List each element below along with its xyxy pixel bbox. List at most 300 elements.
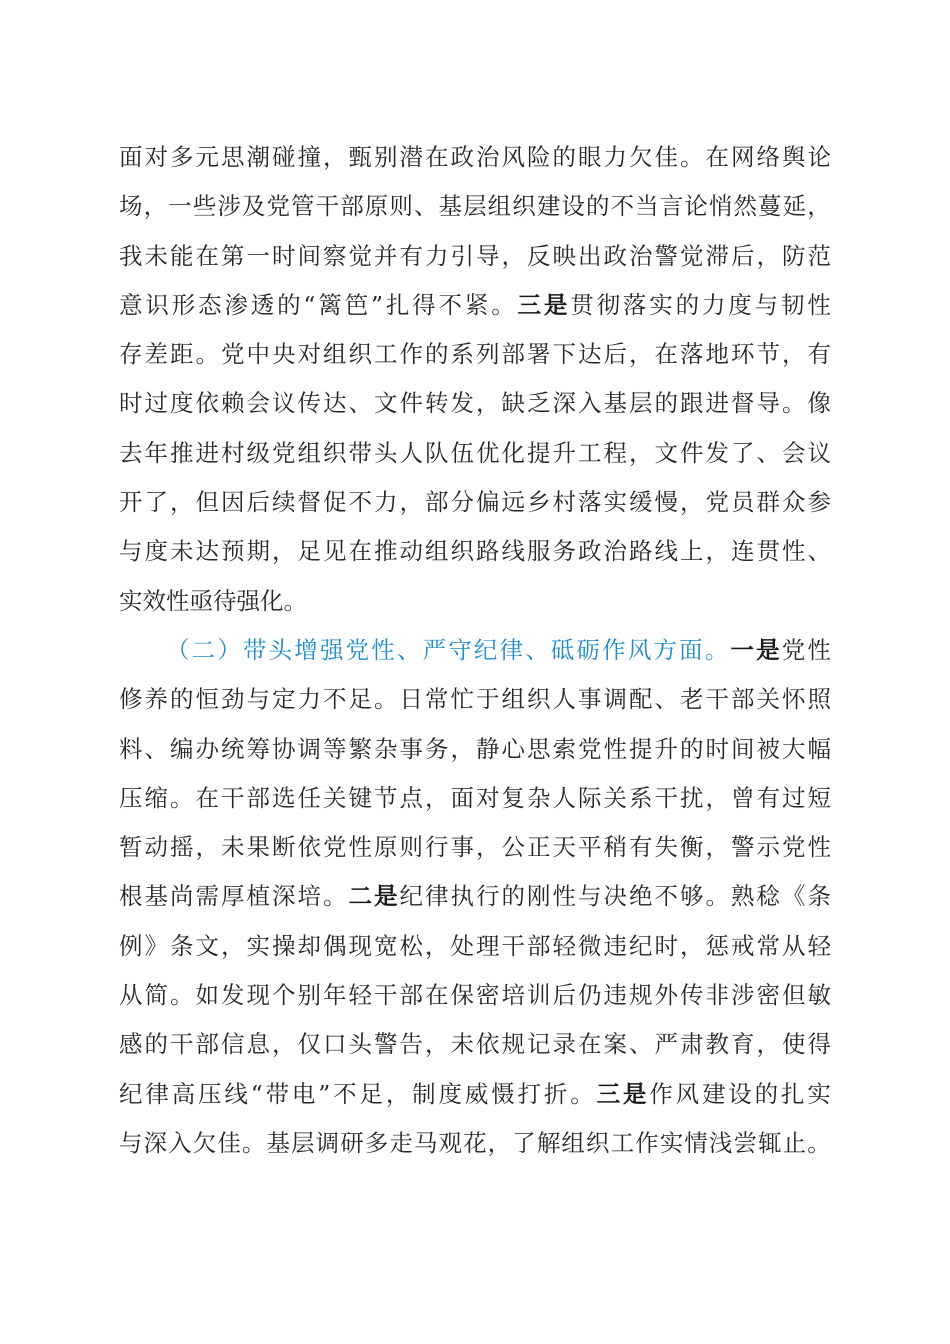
text-char: ， xyxy=(782,340,806,369)
text-char: 后 xyxy=(552,981,576,1010)
text-char: 头 xyxy=(348,1030,372,1059)
text-char: 系 xyxy=(629,783,653,812)
text-line xyxy=(119,379,831,428)
text-char: 干 xyxy=(221,783,245,812)
text-char: 熟 xyxy=(731,882,755,911)
text-char: 衡 xyxy=(680,833,704,862)
text-char: 。 xyxy=(170,783,194,812)
text-char: 平 xyxy=(578,833,602,862)
text-char: 后 xyxy=(246,488,270,517)
text-char: 纪 xyxy=(629,931,653,960)
text-char: 违 xyxy=(603,931,627,960)
text-char: 觉 xyxy=(680,241,704,270)
text-char: 、 xyxy=(348,389,372,418)
text-char: 期 xyxy=(246,537,270,566)
text-char: 化 xyxy=(260,586,284,615)
text-char: 、 xyxy=(756,438,780,467)
text-char: 在 xyxy=(348,537,372,566)
text-char: 能 xyxy=(170,241,194,270)
heading-char: 性 xyxy=(371,635,395,664)
text-char: 贯 xyxy=(756,537,780,566)
text-char: 像 xyxy=(807,389,831,418)
text-char: 性 xyxy=(807,290,831,319)
text-char: 。 xyxy=(705,882,729,911)
text-char: 赖 xyxy=(221,389,245,418)
text-char: 部 xyxy=(246,783,270,812)
text-line xyxy=(119,232,831,281)
text-char: 涉 xyxy=(731,981,755,1010)
text-char: 管 xyxy=(291,192,315,221)
text-char: 在 xyxy=(195,783,219,812)
text-char: 、 xyxy=(144,734,168,763)
heading-char: 二 xyxy=(191,635,216,664)
text-char: 上 xyxy=(680,537,704,566)
text-char: 年 xyxy=(144,438,168,467)
text-char: 性 xyxy=(807,635,831,664)
section-heading-line xyxy=(119,626,831,675)
text-char: 时 xyxy=(272,241,296,270)
text-char: 议 xyxy=(272,389,296,418)
text-char: 威 xyxy=(464,1079,489,1108)
text-char: 组 xyxy=(425,537,449,566)
text-char: 告 xyxy=(399,1030,423,1059)
text-char: 治 xyxy=(603,537,627,566)
text-char: 的 xyxy=(425,340,449,369)
text-char: 与 xyxy=(578,882,602,911)
text-char: 线 xyxy=(654,537,678,566)
text-char: ， xyxy=(425,1030,449,1059)
text-char: 建 xyxy=(536,192,561,221)
text-char: 去 xyxy=(119,438,143,467)
text-line xyxy=(119,1070,831,1119)
text-char: 开 xyxy=(119,488,143,517)
text-char: ， xyxy=(756,241,780,270)
text-char: 需 xyxy=(195,882,219,911)
text-char: 养 xyxy=(144,685,168,714)
text-char: 保 xyxy=(450,981,474,1010)
text-char: 老 xyxy=(680,685,704,714)
text-char: 记 xyxy=(527,1030,551,1059)
text-char: 论 xyxy=(684,192,708,221)
text-char: 程 xyxy=(603,438,627,467)
text-char: 映 xyxy=(552,241,576,270)
text-char: 文 xyxy=(654,438,678,467)
text-char: 足 xyxy=(348,685,372,714)
text-char: 乡 xyxy=(527,488,551,517)
text-char: 条 xyxy=(170,931,194,960)
text-char: 场 xyxy=(119,192,143,221)
text-char: 高 xyxy=(171,1079,196,1108)
text-char: 织 xyxy=(450,537,474,566)
text-char: 跟 xyxy=(680,389,704,418)
text-char: 足 xyxy=(359,1079,383,1108)
text-char: 尚 xyxy=(170,882,194,911)
text-char: 党 xyxy=(782,833,806,862)
text-char: 落 xyxy=(622,290,647,319)
text-char: 扎 xyxy=(780,1079,805,1108)
text-char: 实 xyxy=(649,290,673,319)
text-char: 纪 xyxy=(119,1079,143,1108)
text-char: 有 xyxy=(399,241,423,270)
text-char: 依 xyxy=(297,833,321,862)
text-char: 索 xyxy=(552,734,576,763)
heading-char: ） xyxy=(217,635,241,664)
text-char: 彻 xyxy=(596,290,621,319)
text-char: 眼 xyxy=(578,143,602,171)
text-char: 部 xyxy=(501,340,525,369)
text-char: 人 xyxy=(552,685,576,714)
text-char: 升 xyxy=(654,734,678,763)
text-char: 被 xyxy=(756,734,780,763)
text-char: 修 xyxy=(119,685,143,714)
text-char: 办 xyxy=(195,734,219,763)
text-char: 在 xyxy=(195,241,219,270)
text-char: 摇 xyxy=(170,833,194,862)
text-char: 我 xyxy=(119,241,143,270)
text-char: 选 xyxy=(272,783,296,812)
text-char: 在 xyxy=(425,143,449,171)
text-char: 态 xyxy=(198,290,222,319)
text-char: 、 xyxy=(654,685,678,714)
text-char: 。 xyxy=(241,1128,266,1157)
text-char: 元 xyxy=(195,143,219,171)
text-char: 。 xyxy=(170,981,194,1010)
text-char: 得 xyxy=(412,290,436,319)
text-char: 层 xyxy=(463,192,487,221)
text-char: 基 xyxy=(266,1128,290,1157)
heading-char: 方 xyxy=(653,635,677,664)
text-char: 提 xyxy=(629,734,653,763)
text-char: 公 xyxy=(501,833,525,862)
text-char: 实 xyxy=(659,1128,684,1157)
text-char: 短 xyxy=(807,783,831,812)
text-char: 折 xyxy=(543,1079,568,1108)
text-char: 。 xyxy=(782,389,806,418)
text-char: 大 xyxy=(782,734,806,763)
text-char: 的 xyxy=(144,1030,168,1059)
text-char: 分 xyxy=(450,488,474,517)
text-char: 村 xyxy=(221,438,245,467)
text-char: 当 xyxy=(635,192,659,221)
text-line xyxy=(119,478,831,527)
text-char: 甄 xyxy=(348,143,372,171)
text-char: 件 xyxy=(399,389,423,418)
text-char: 党 xyxy=(272,438,296,467)
text-char: 的 xyxy=(675,290,700,319)
text-char: 队 xyxy=(425,438,449,467)
text-char: 未 xyxy=(170,537,194,566)
text-char: 稔 xyxy=(756,882,780,911)
text-char: 时 xyxy=(705,734,729,763)
text-char: 了 xyxy=(731,438,755,467)
text-char: 党 xyxy=(266,192,290,221)
text-char: 组 xyxy=(487,192,512,221)
text-char: 言 xyxy=(659,192,684,221)
text-char: 悄 xyxy=(708,192,733,221)
text-char: 深 xyxy=(143,1128,168,1157)
text-char: ， xyxy=(756,1030,780,1059)
text-char: 有 xyxy=(756,783,780,812)
text-char: ， xyxy=(476,389,500,418)
text-char: 涉 xyxy=(217,192,241,221)
text-char: 员 xyxy=(731,488,755,517)
text-char: 配 xyxy=(629,685,653,714)
text-char: 尝 xyxy=(733,1128,757,1157)
text-char: ， xyxy=(399,488,423,517)
text-char: 力 xyxy=(701,290,726,319)
text-char: 带 xyxy=(265,1079,290,1108)
text-char: 度 xyxy=(728,290,752,319)
text-char: 督 xyxy=(297,488,321,517)
heading-char: 党 xyxy=(345,635,370,664)
text-char: 度 xyxy=(438,1079,462,1108)
text-char: 料 xyxy=(119,734,143,763)
text-char: 花 xyxy=(463,1128,487,1157)
text-char: 性 xyxy=(552,882,576,911)
text-char: 层 xyxy=(629,389,653,418)
text-char: 后 xyxy=(731,241,755,270)
heading-char: 风 xyxy=(627,635,652,664)
text-char: 不 xyxy=(610,192,635,221)
text-char: 从 xyxy=(119,981,143,1010)
text-char: 依 xyxy=(476,1030,500,1059)
text-char: 亟 xyxy=(189,586,213,615)
text-char: 思 xyxy=(221,143,245,171)
text-char: 续 xyxy=(272,488,296,517)
text-char: 篱 xyxy=(318,290,342,319)
heading-char: 。 xyxy=(704,635,729,664)
text-char: 参 xyxy=(807,488,831,517)
text-char: 厚 xyxy=(221,882,245,911)
text-char: 间 xyxy=(297,241,321,270)
text-char: 与 xyxy=(119,1128,143,1157)
text-line xyxy=(119,872,831,921)
text-char: 政 xyxy=(450,143,474,171)
text-char: 传 xyxy=(680,981,704,1010)
text-char: 执 xyxy=(450,882,474,911)
text-char: 、 xyxy=(413,192,438,221)
text-char: 线 xyxy=(501,537,525,566)
text-char: 蔓 xyxy=(758,192,782,221)
heading-char: 强 xyxy=(319,635,344,664)
text-char: 关 xyxy=(756,685,780,714)
text-char: 等 xyxy=(323,734,347,763)
text-char: 入 xyxy=(578,389,602,418)
text-char: 转 xyxy=(425,389,449,418)
emphasis-char: 是 xyxy=(622,1079,647,1108)
text-char: 撞 xyxy=(297,143,321,171)
text-char: 化 xyxy=(501,438,525,467)
text-char: 意 xyxy=(119,290,143,319)
text-char: 碰 xyxy=(272,143,296,171)
text-char: 扎 xyxy=(385,290,410,319)
text-line xyxy=(119,182,831,231)
emphasis-char: 一 xyxy=(730,635,754,664)
text-char: 从 xyxy=(782,931,806,960)
text-char: 不 xyxy=(348,488,372,517)
heading-char: 严 xyxy=(422,635,447,664)
heading-char: 带 xyxy=(242,635,267,664)
text-char: 天 xyxy=(552,833,576,862)
text-char: ， xyxy=(272,537,296,566)
text-line xyxy=(119,429,831,478)
text-char: 乏 xyxy=(527,389,551,418)
text-char: 党 xyxy=(705,488,729,517)
text-char: 政 xyxy=(578,537,602,566)
text-line xyxy=(119,774,831,823)
text-char: 干 xyxy=(501,931,525,960)
text-char: 。 xyxy=(374,685,398,714)
text-char: 基 xyxy=(603,389,627,418)
text-char: 因 xyxy=(221,488,245,517)
text-char: 密 xyxy=(476,981,500,1010)
text-char: 违 xyxy=(603,981,627,1010)
text-char: 杂 xyxy=(374,734,398,763)
text-char: 慢 xyxy=(654,488,678,517)
text-char: 肃 xyxy=(680,1030,704,1059)
text-char: “ xyxy=(303,290,316,319)
text-char: 察 xyxy=(323,241,347,270)
text-char: 欠 xyxy=(629,143,653,171)
text-char: 件 xyxy=(680,438,704,467)
text-char: 深 xyxy=(552,389,576,418)
text-char: 事 xyxy=(450,833,474,862)
text-char: 现 xyxy=(348,931,372,960)
emphasis-char: 三 xyxy=(596,1079,621,1108)
text-char: 有 xyxy=(807,340,831,369)
text-char: ， xyxy=(450,734,474,763)
text-char: 多 xyxy=(364,1128,389,1157)
text-char: 后 xyxy=(603,340,627,369)
text-char: 系 xyxy=(450,340,474,369)
text-char: 工 xyxy=(610,1128,635,1157)
heading-char: （ xyxy=(166,635,190,664)
text-char: ， xyxy=(221,931,245,960)
text-char: 韧 xyxy=(780,290,805,319)
text-char: 培 xyxy=(501,981,525,1010)
text-char: 简 xyxy=(144,981,168,1010)
text-line xyxy=(119,823,831,872)
text-char: “ xyxy=(250,1079,263,1108)
text-char: 群 xyxy=(756,488,780,517)
text-char: 出 xyxy=(578,241,602,270)
text-char: 与 xyxy=(119,537,143,566)
text-char: 组 xyxy=(323,340,347,369)
text-char: 动 xyxy=(399,537,423,566)
text-char: 思 xyxy=(527,734,551,763)
text-char: 力 xyxy=(374,488,398,517)
text-char: 辄 xyxy=(758,1128,782,1157)
text-char: 调 xyxy=(315,1128,340,1157)
text-char: 紧 xyxy=(464,290,489,319)
text-char: 导 xyxy=(756,389,780,418)
text-char: 宽 xyxy=(374,931,398,960)
text-char: 实 xyxy=(246,931,270,960)
text-char: 风 xyxy=(501,143,525,171)
text-char: 稍 xyxy=(603,833,627,862)
text-char: 度 xyxy=(170,389,194,418)
heading-char: 头 xyxy=(268,635,293,664)
text-char: 幅 xyxy=(807,734,831,763)
text-char: 植 xyxy=(246,882,270,911)
text-char: 关 xyxy=(323,783,347,812)
text-char: 延 xyxy=(782,192,807,221)
text-char: 训 xyxy=(527,981,551,1010)
text-char: 研 xyxy=(340,1128,364,1157)
text-char: 止 xyxy=(782,1128,807,1157)
text-char: 织 xyxy=(527,685,551,714)
text-char: 距 xyxy=(170,340,194,369)
text-char: 马 xyxy=(413,1128,438,1157)
text-char: 的 xyxy=(552,143,576,171)
emphasis-char: 二 xyxy=(348,882,372,911)
text-char: 建 xyxy=(701,1079,726,1108)
text-char: 律 xyxy=(425,882,449,911)
text-char: 组 xyxy=(501,685,525,714)
text-char: 连 xyxy=(731,537,755,566)
heading-char: 面 xyxy=(679,635,703,664)
heading-char: 纪 xyxy=(473,635,498,664)
text-char: 识 xyxy=(145,290,169,319)
text-char: 。 xyxy=(491,290,515,319)
text-char: 觉 xyxy=(348,241,372,270)
text-char: 仅 xyxy=(297,1030,321,1059)
text-char: 轻 xyxy=(348,981,372,1010)
text-char: ， xyxy=(629,438,653,467)
text-char: 网 xyxy=(731,143,755,171)
text-char: 会 xyxy=(782,438,806,467)
heading-char: 砺 xyxy=(576,635,600,664)
text-char: 照 xyxy=(807,685,831,714)
text-char: 压 xyxy=(198,1079,222,1108)
text-char: 根 xyxy=(119,882,143,911)
text-char: 性 xyxy=(348,833,372,862)
text-char: 案 xyxy=(603,1030,627,1059)
text-char: 。 xyxy=(323,882,347,911)
body-text xyxy=(119,133,831,1168)
text-char: 部 xyxy=(195,1030,219,1059)
text-char: 不 xyxy=(323,685,347,714)
text-char: 然 xyxy=(733,192,757,221)
text-char: 实 xyxy=(603,488,627,517)
text-char: 发 xyxy=(450,389,474,418)
text-char: 戒 xyxy=(731,931,755,960)
text-char: 别 xyxy=(297,981,321,1010)
heading-char: 、 xyxy=(396,635,421,664)
text-char: 人 xyxy=(552,783,576,812)
text-line xyxy=(119,330,831,379)
text-char: 对 xyxy=(144,143,168,171)
text-char: 规 xyxy=(629,981,653,1010)
text-char: 预 xyxy=(221,537,245,566)
text-char: 打 xyxy=(517,1079,542,1108)
emphasis-char: 是 xyxy=(756,635,780,664)
text-char: 日 xyxy=(399,685,423,714)
text-char: 党 xyxy=(781,635,806,664)
text-char: ， xyxy=(195,833,219,862)
text-char: 原 xyxy=(364,192,389,221)
text-char: 众 xyxy=(782,488,806,517)
text-char: 引 xyxy=(450,241,474,270)
heading-char: 、 xyxy=(525,635,549,664)
text-char: 。 xyxy=(195,340,219,369)
text-char: 扰 xyxy=(680,783,704,812)
text-char: 警 xyxy=(654,241,678,270)
text-char: 时 xyxy=(119,389,143,418)
text-char: 力 xyxy=(297,685,321,714)
text-char: 年 xyxy=(323,981,347,1010)
text-char: 统 xyxy=(221,734,245,763)
